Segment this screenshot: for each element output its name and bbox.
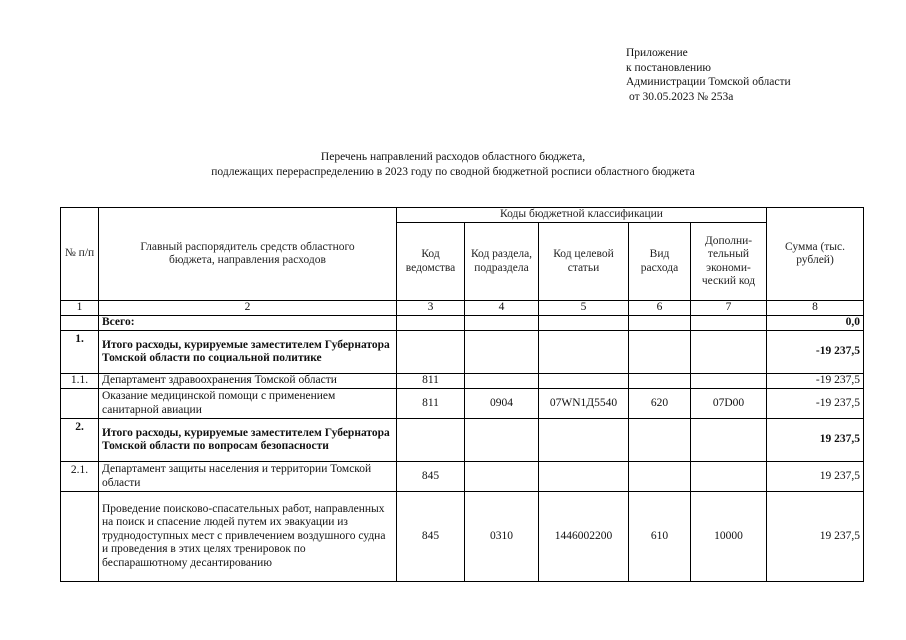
- table-row: [61, 419, 864, 462]
- table-row: [61, 374, 864, 389]
- row-dept: 845: [397, 492, 465, 582]
- title-line-2: подлежащих перераспределению в 2023 году по сводной бюджетной росписи областного бюджета: [211, 166, 695, 178]
- header-extra-code: Дополни-тельный экономи-ческий код: [691, 223, 767, 301]
- row-extra: [691, 419, 767, 462]
- table-row: [61, 331, 864, 374]
- row-extra: 10000: [691, 492, 767, 582]
- header-name: Главный распорядитель средств областного бюджета, направления расходов: [99, 208, 397, 301]
- table-row: [61, 492, 864, 582]
- row-type: 610: [629, 492, 691, 582]
- document-title: [0, 150, 906, 180]
- row-dept: [397, 331, 465, 374]
- row-type: [629, 374, 691, 389]
- row-num: 1.: [61, 331, 99, 374]
- row-target: 1446002200: [539, 492, 629, 582]
- header-target-code: Код целевой статьи: [539, 223, 629, 301]
- column-number-row: [61, 301, 864, 316]
- budget-table: [60, 207, 864, 582]
- title-line-1: Перечень направлений расходов областного бюджета,: [320, 151, 586, 163]
- table-row: [61, 462, 864, 492]
- appendix-line-1: Приложение: [626, 47, 688, 59]
- row-section: [465, 462, 539, 492]
- total-sum: 0,0: [767, 316, 864, 331]
- row-section: [465, 331, 539, 374]
- row-num: [61, 389, 99, 419]
- row-sum: 19 237,5: [767, 419, 864, 462]
- header-num: № п/п: [61, 208, 99, 301]
- col-number-3: 3: [397, 301, 465, 316]
- row-sum: 19 237,5: [767, 462, 864, 492]
- total-label: Всего:: [99, 316, 397, 331]
- row-section: 0310: [465, 492, 539, 582]
- row-num: 1.1.: [61, 374, 99, 389]
- col-number-5: 5: [539, 301, 629, 316]
- row-dept: [397, 419, 465, 462]
- header-codes-group: Коды бюджетной классификации: [397, 208, 767, 223]
- col-number-6: 6: [629, 301, 691, 316]
- row-target: 07WN1Д5540: [539, 389, 629, 419]
- header-dept-code: Код ведомства: [397, 223, 465, 301]
- row-sum: -19 237,5: [767, 374, 864, 389]
- row-num: 2.1.: [61, 462, 99, 492]
- row-name: Оказание медицинской помощи с применением санитарной авиации: [99, 389, 397, 419]
- col-number-4: 4: [465, 301, 539, 316]
- row-num: 2.: [61, 419, 99, 462]
- row-type: 620: [629, 389, 691, 419]
- row-section: [465, 419, 539, 462]
- row-dept: 845: [397, 462, 465, 492]
- header-row-1: [61, 208, 864, 223]
- row-type: [629, 462, 691, 492]
- total-row: [61, 316, 864, 331]
- col-number-8: 8: [767, 301, 864, 316]
- col-number-7: 7: [691, 301, 767, 316]
- row-name: Итого расходы, курируемые заместителем Губернатора Томской области по вопросам безопасности: [99, 419, 397, 462]
- row-section: 0904: [465, 389, 539, 419]
- col-number-1: 1: [61, 301, 99, 316]
- row-target: [539, 374, 629, 389]
- col-number-2: 2: [99, 301, 397, 316]
- row-num: [61, 492, 99, 582]
- row-extra: [691, 374, 767, 389]
- row-sum: -19 237,5: [767, 331, 864, 374]
- header-sum: Сумма (тыс. рублей): [767, 208, 864, 301]
- row-name: Департамент здравоохранения Томской области: [99, 374, 397, 389]
- appendix-line-2: к постановлению: [626, 61, 711, 74]
- row-target: [539, 462, 629, 492]
- row-section: [465, 374, 539, 389]
- header-expense-type: Вид расхода: [629, 223, 691, 301]
- row-type: [629, 419, 691, 462]
- row-type: [629, 331, 691, 374]
- row-name: Департамент защиты населения и территории Томской области: [99, 462, 397, 492]
- row-target: [539, 331, 629, 374]
- row-name: Проведение поисково-спасательных работ, направленных на поиск и спасение людей путем их эвакуации из труднодоступных мест с привлечением воздушного судна и проведения в этих целях тренировок по беспарашютному десантированию: [99, 492, 397, 582]
- row-name: Итого расходы, курируемые заместителем Губернатора Томской области по социальной политике: [99, 331, 397, 374]
- row-extra: [691, 331, 767, 374]
- table-row: [61, 389, 864, 419]
- row-extra: 07D00: [691, 389, 767, 419]
- row-dept: 811: [397, 374, 465, 389]
- appendix-date: от 30.05.2023 № 253а: [629, 90, 734, 103]
- row-target: [539, 419, 629, 462]
- appendix-line-3: Администрации Томской области: [626, 76, 791, 88]
- row-dept: 811: [397, 389, 465, 419]
- header-section-code: Код раздела, подраздела: [465, 223, 539, 301]
- row-sum: -19 237,5: [767, 389, 864, 419]
- row-extra: [691, 462, 767, 492]
- appendix-block: [626, 46, 791, 104]
- row-sum: 19 237,5: [767, 492, 864, 582]
